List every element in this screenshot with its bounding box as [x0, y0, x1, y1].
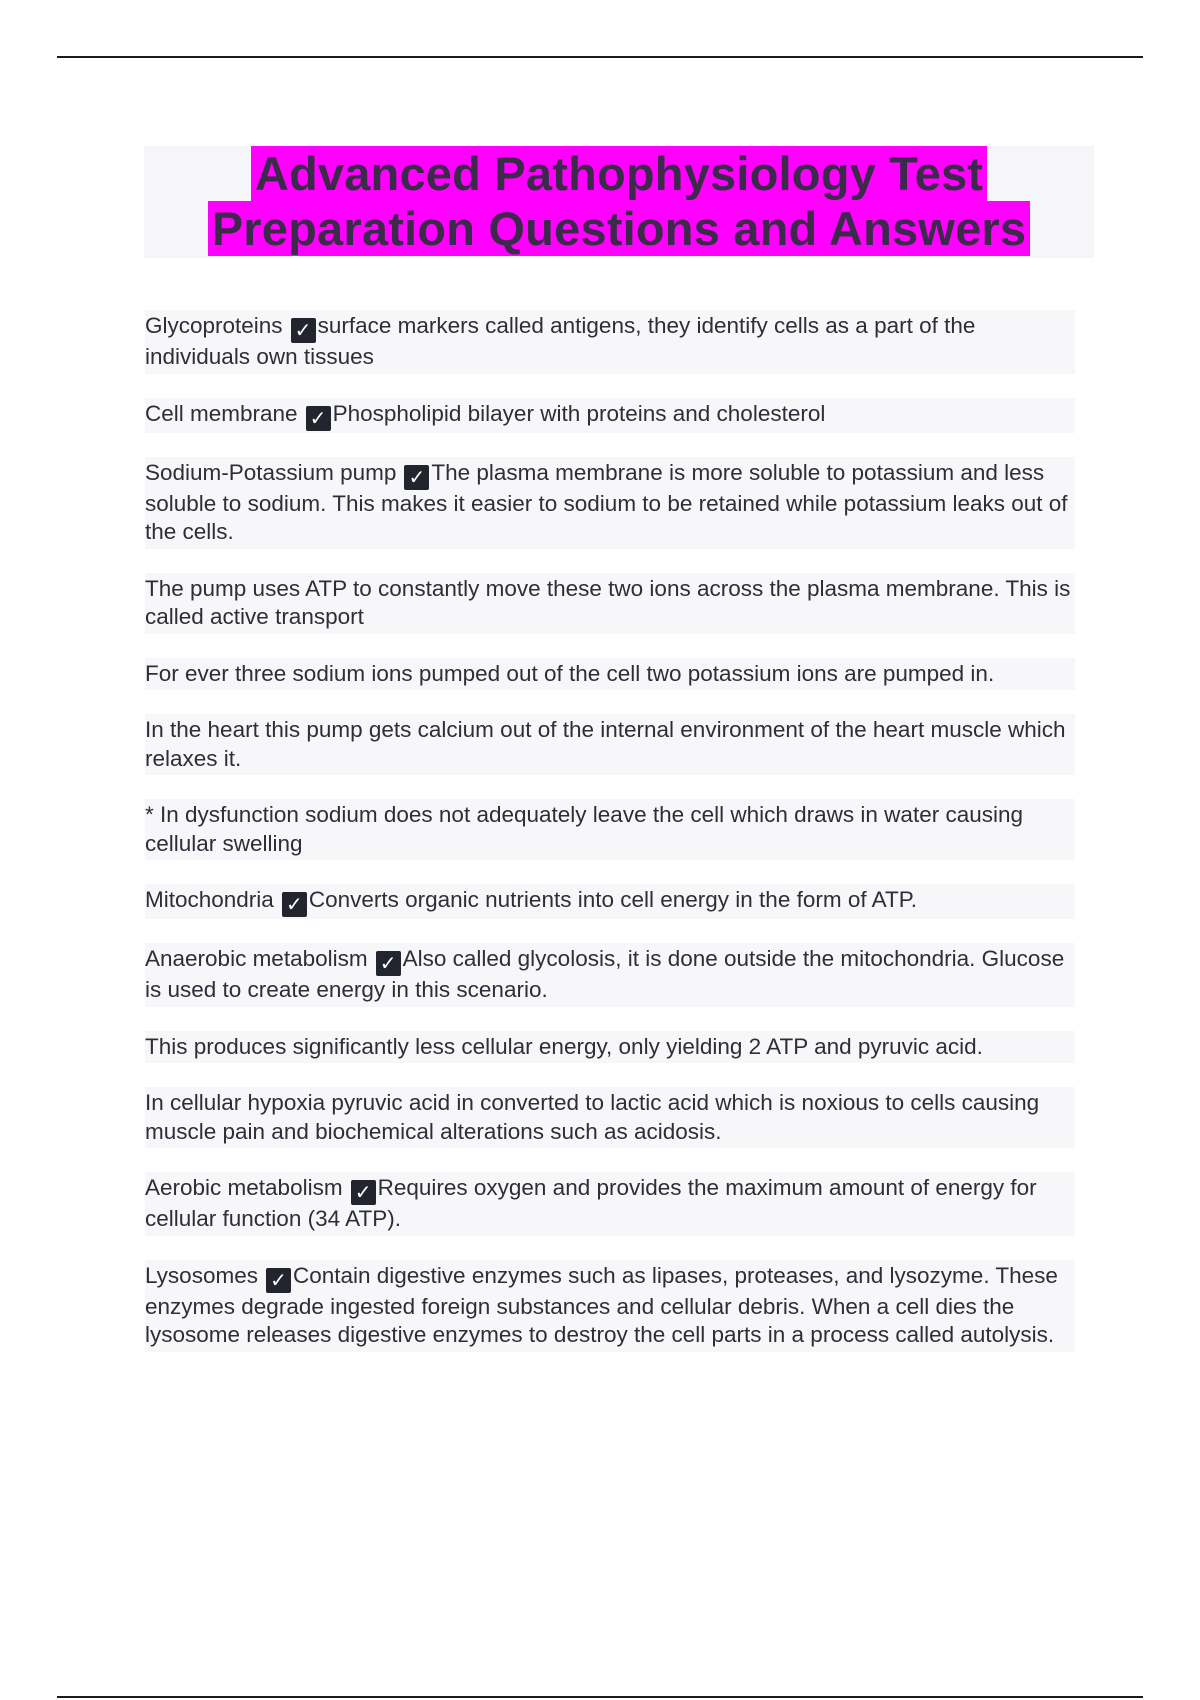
title-line-1: Advanced Pathophysiology Test [251, 146, 987, 201]
check-icon: ✓ [306, 406, 331, 431]
flashcard-cell-membrane [145, 398, 1075, 433]
flashcard-list [145, 310, 1075, 1376]
check-icon: ✓ [266, 1268, 291, 1293]
flashcard-sodium-potassium-pump [145, 457, 1075, 549]
check-icon: ✓ [282, 892, 307, 917]
note-paragraph: * In dysfunction sodium does not adequately leave the cell which draws in water causing cellular swelling [145, 799, 1075, 860]
card-term: Aerobic metabolism [145, 1175, 343, 1200]
note-paragraph: The pump uses ATP to constantly move these two ions across the plasma membrane. This is called active transport [145, 573, 1075, 634]
card-term: Cell membrane [145, 400, 298, 426]
title-line-2: Preparation Questions and Answers [208, 201, 1031, 256]
card-definition: Contain digestive enzymes such as lipases, proteases, and lysozyme. These enzymes degrade ingested foreign substances and cellular debris. When a cell dies the lysosome releases digestive enzymes to destroy the cell parts in a process called autolysis. [145, 1262, 1058, 1347]
check-icon: ✓ [376, 951, 401, 976]
flashcard-glycoproteins [145, 310, 1075, 374]
check-icon: ✓ [291, 318, 316, 343]
card-definition: Also called glycolosis, it is done outside the mitochondria. Glucose is used to create energy in this scenario. [145, 946, 1065, 1002]
card-definition: The plasma membrane is more soluble to potassium and less soluble to sodium. This makes it easier to sodium to be retained while potassium leaks out of the cells. [145, 459, 1068, 544]
flashcard-lysosomes [145, 1260, 1075, 1352]
card-term: Mitochondria [145, 887, 274, 912]
note-paragraph: In the heart this pump gets calcium out of the internal environment of the heart muscle which relaxes it. [145, 714, 1075, 775]
card-term: Glycoproteins [145, 313, 283, 338]
flashcard-aerobic-metabolism [145, 1172, 1075, 1236]
card-definition: Phospholipid bilayer with proteins and cholesterol [332, 400, 826, 426]
card-definition: surface markers called antigens, they identify cells as a part of the individuals own tissues [145, 313, 976, 369]
flashcard-anaerobic-metabolism [145, 943, 1075, 1007]
note-paragraph: This produces significantly less cellular energy, only yielding 2 ATP and pyruvic acid. [145, 1031, 1075, 1064]
card-definition: Requires oxygen and provides the maximum amount of energy for cellular function (34 ATP). [145, 1175, 1037, 1231]
check-icon: ✓ [351, 1180, 376, 1205]
check-icon: ✓ [404, 465, 429, 490]
bottom-rule [57, 1696, 1143, 1698]
note-paragraph: For ever three sodium ions pumped out of the cell two potassium ions are pumped in. [145, 658, 1075, 691]
flashcard-mitochondria [145, 884, 1075, 919]
card-definition: Converts organic nutrients into cell energy in the form of ATP. [308, 887, 918, 912]
document-title [144, 146, 1094, 258]
note-paragraph: In cellular hypoxia pyruvic acid in converted to lactic acid which is noxious to cells causing muscle pain and biochemical alterations such as acidosis. [145, 1087, 1075, 1148]
card-term: Lysosomes [145, 1262, 258, 1288]
card-term: Sodium-Potassium pump [145, 459, 397, 485]
top-rule [57, 56, 1143, 58]
card-term: Anaerobic metabolism [145, 946, 368, 971]
